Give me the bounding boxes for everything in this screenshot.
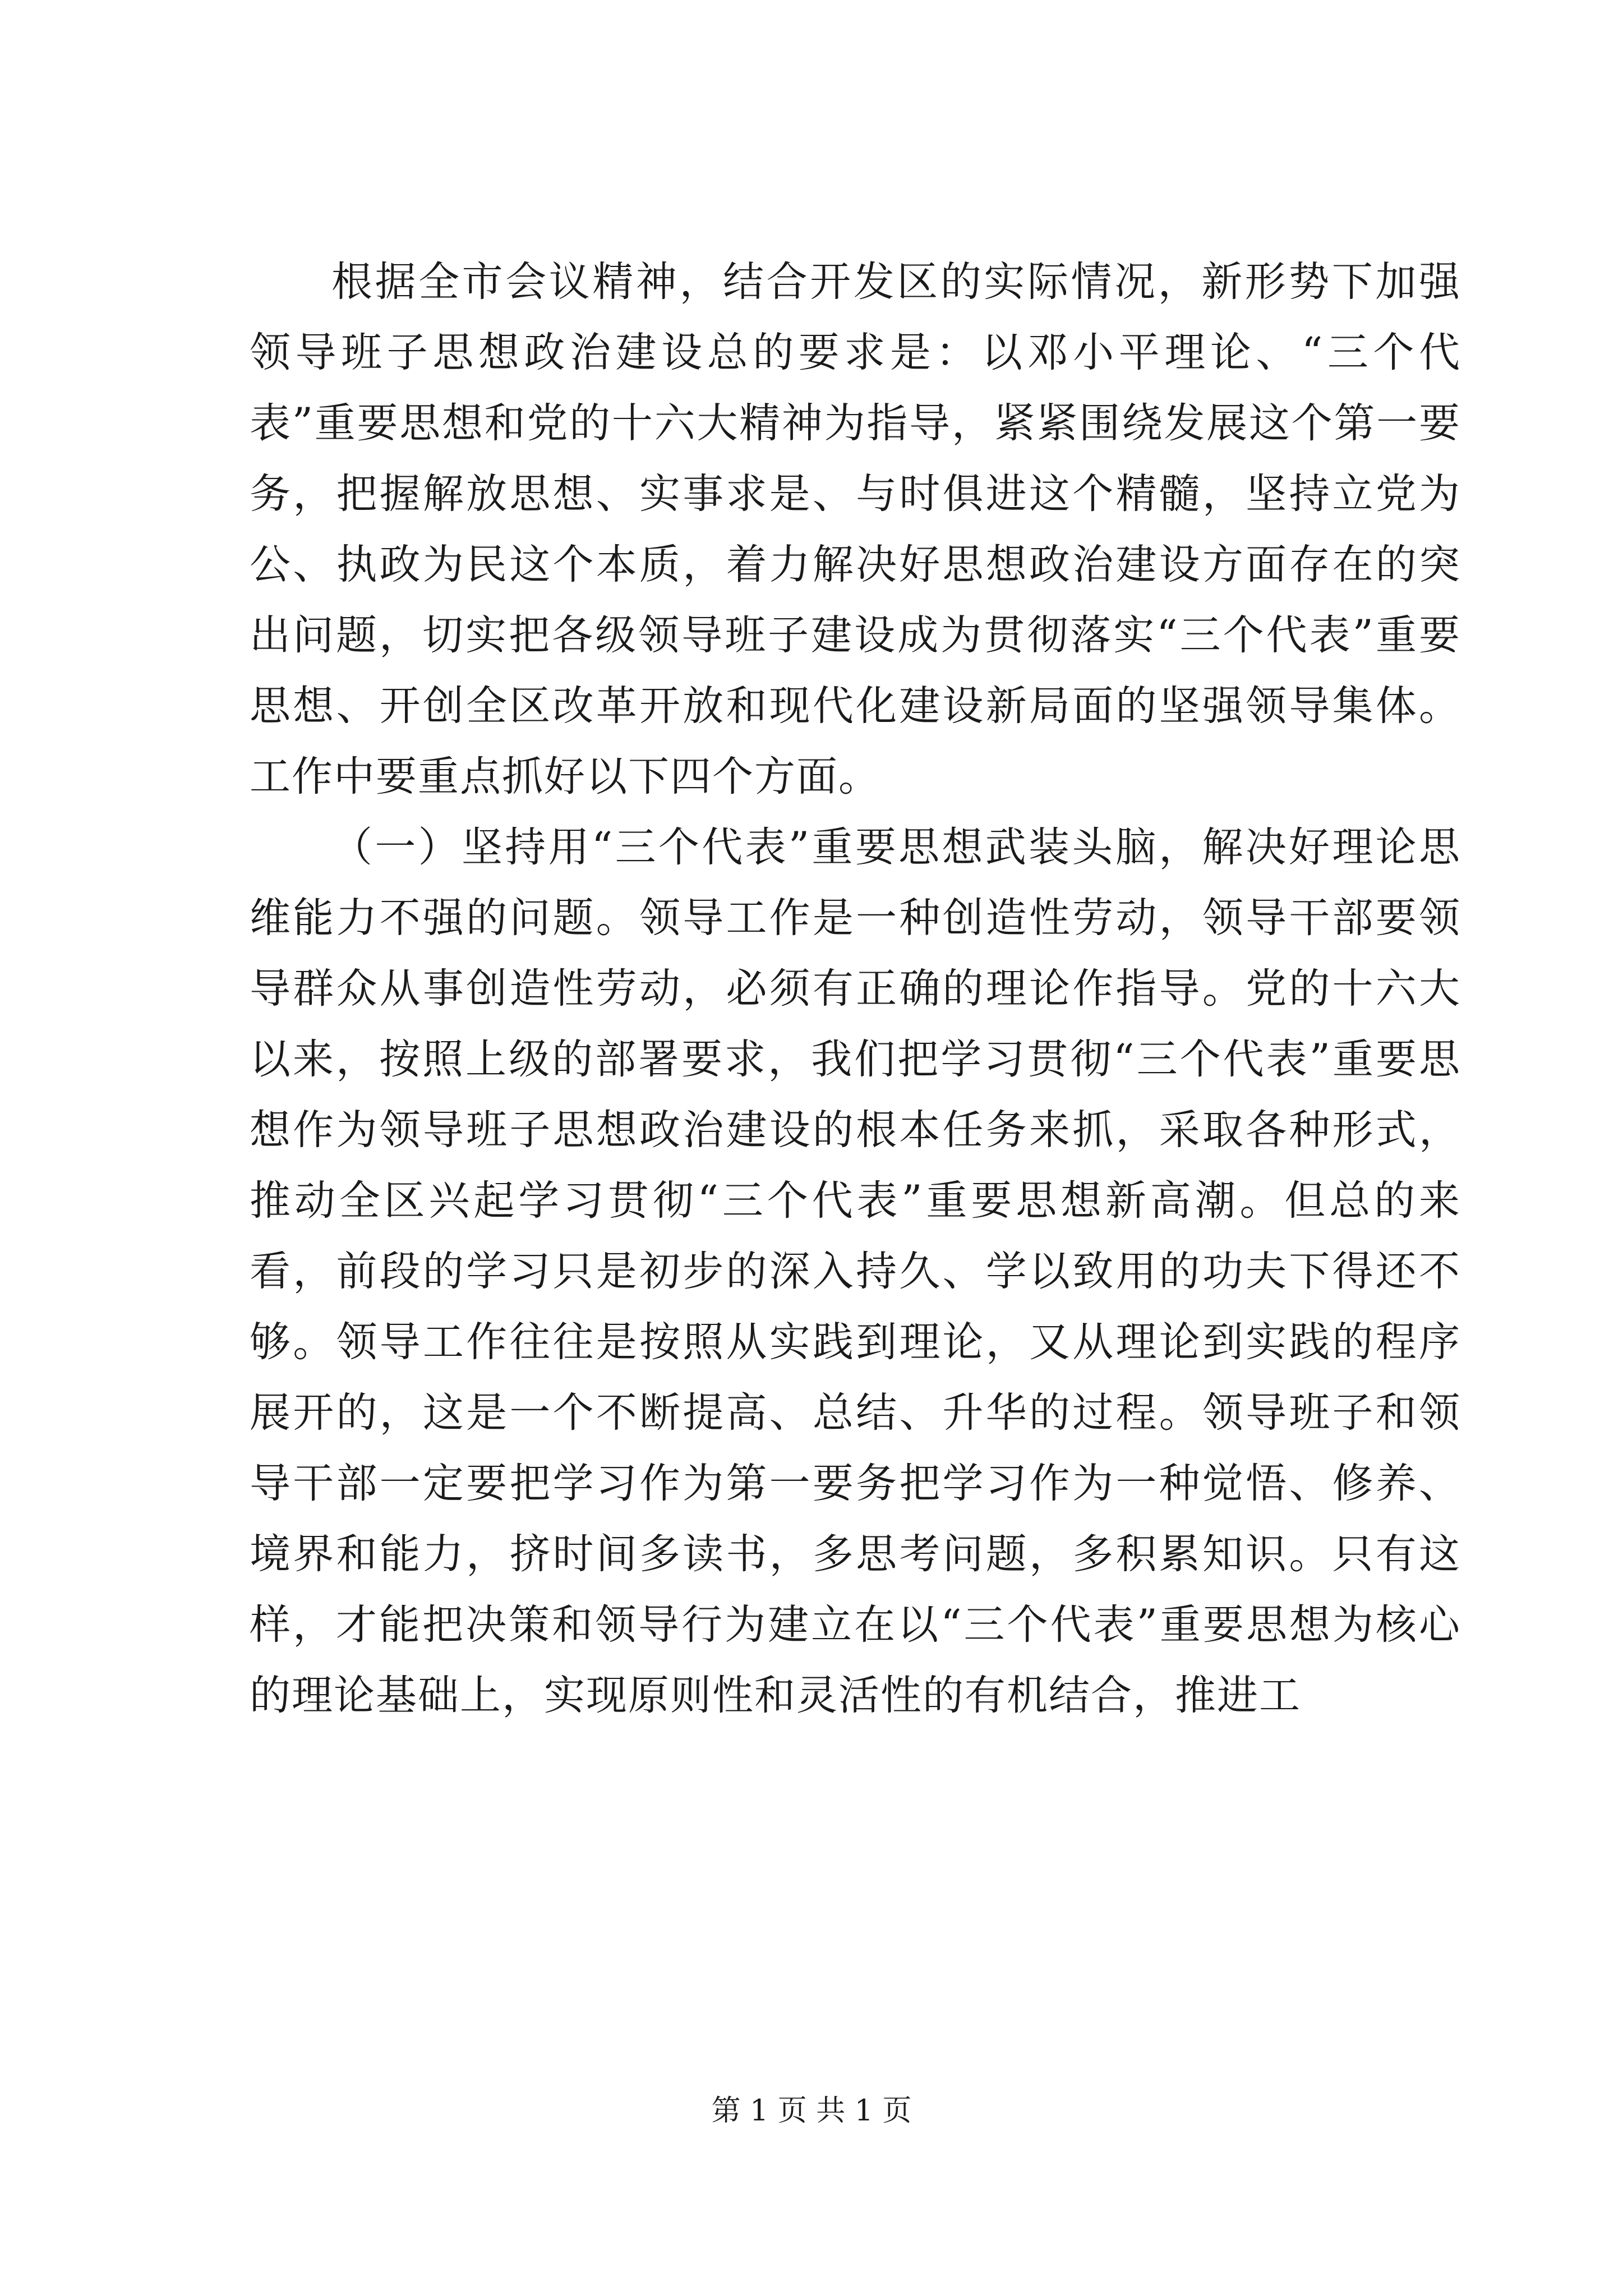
- paragraph-1: 根据全市会议精神，结合开发区的实际情况，新形势下加强领导班子思想政治建设总的要求是：以邓小平理论、“三个代表”重要思想和党的十六大精神为指导，紧紧围绕发展这个第一要务，把握解放思想、实事求是、与时俱进这个精髓，坚持立党为公、执政为民这个本质，着力解决好思想政治建设方面存在的突出问题，切实把各级领导班子建设成为贯彻落实“三个代表”重要思想、开创全区改革开放和现代化建设新局面的坚强领导集体。工作中要重点抓好以下四个方面。: [250, 258, 1461, 800]
- document-body: [250, 247, 1461, 1731]
- page-footer: 第 1 页 共 1 页: [711, 2094, 912, 2128]
- paragraph-2: （一）坚持用“三个代表”重要思想武装头脑，解决好理论思维能力不强的问题。领导工作是一种创造性劳动，领导干部要领导群众从事创造性劳动，必须有正确的理论作指导。党的十六大以来，按照上级的部署要求，我们把学习贯彻“三个代表”重要思想作为领导班子思想政治建设的根本任务来抓，采取各种形式，推动全区兴起学习贯彻“三个代表”重要思想新高潮。但总的来看，前段的学习只是初步的深入持久、学以致用的功夫下得还不够。领导工作往往是按照从实践到理论，又从理论到实践的程序展开的，这是一个不断提高、总结、升华的过程。领导班子和领导干部一定要把学习作为第一要务把学习作为一种觉悟、修养、境界和能力，挤时间多读书，多思考问题，多积累知识。只有这样，才能把决策和领导行为建立在以“三个代表”重要思想为核心的理论基础上，实现原则性和灵活性的有机结合，推进工: [250, 823, 1461, 1719]
